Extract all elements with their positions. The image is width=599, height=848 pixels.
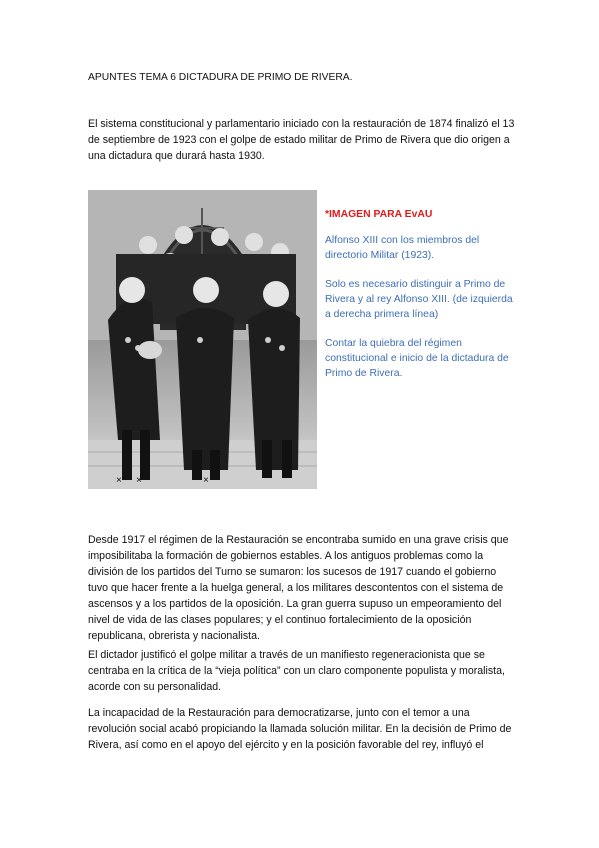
body-paragraph-2: El dictador justificó el golpe militar a través de un manifiesto regeneracionista que se centraba en la crítica de la “vieja política” con un claro componente populista y moralista, acorde con su personalidad. xyxy=(88,649,505,693)
photo-mark: × xyxy=(136,475,142,486)
document-title: APUNTES TEMA 6 DICTADURA DE PRIMO DE RIVERA. xyxy=(88,72,353,83)
image-instruction-2: Contar la quiebra del régimen constitucional e inicio de la dictadura de Primo de Rivera. xyxy=(325,338,509,379)
image-instruction-1: Solo es necesario distinguir a Primo de Rivera y al rey Alfonso XIII. (de izquierda a derecha primera línea) xyxy=(325,279,513,320)
body-paragraph-3: La incapacidad de la Restauración para democratizarse, junto con el temor a una revolución social acabó propiciando la llamada solución militar. En la decisión de Primo de Rivera, así como en el apoyo del ejército y en la posición favorable del rey, influyó el xyxy=(88,707,512,751)
intro-paragraph: El sistema constitucional y parlamentario iniciado con la restauración de 1874 finalizó el 13 de septiembre de 1923 con el golpe de estado militar de Primo de Rivera que dio origen a una dictadura que durará hasta 1930. xyxy=(88,118,515,162)
historical-photo xyxy=(88,190,317,489)
photo-mark: × xyxy=(116,475,122,486)
photo-group-of-officers xyxy=(88,190,317,489)
image-note-heading: *IMAGEN PARA EvAU xyxy=(325,209,433,220)
image-caption: Alfonso XIII con los miembros del directorio Militar (1923). xyxy=(325,235,480,261)
body-paragraph-1: Desde 1917 el régimen de la Restauración se encontraba sumido en una grave crisis que imposibilitaba la formación de gobiernos estables. A los antiguos problemas como la división de los partidos del Turno se sumaron: los sucesos de 1917 cuando el gobierno tuvo que hacer frente a la huelga general, a los militares descontentos con el sistema de ascensos y a los partidos de la oposición. La gran guerra supuso un empeoramiento del nivel de vida de las clases populares; y el continuo fortalecimiento de la oposición republicana, obrerista y nacionalista. xyxy=(88,534,509,642)
photo-mark: × xyxy=(203,475,209,486)
